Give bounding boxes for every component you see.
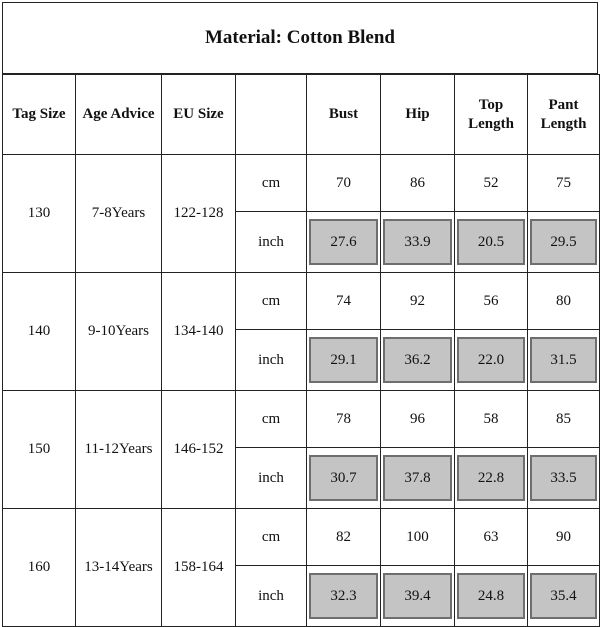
bust-cm-cell: 82 [307, 509, 381, 566]
header-tag-size: Tag Size [3, 75, 76, 155]
eu-size-cell: 146-152 [162, 391, 236, 509]
pant-length-inch-value: 35.4 [530, 573, 597, 619]
tag-size-cell: 150 [3, 391, 76, 509]
table-row [3, 155, 600, 212]
header-bust: Bust [307, 75, 381, 155]
bust-cm-cell: 78 [307, 391, 381, 448]
top-length-cm-cell: 58 [455, 391, 528, 448]
top-length-cm-cell: 52 [455, 155, 528, 212]
hip-inch-cell [381, 330, 455, 391]
unit-label-cm: cm [236, 509, 307, 566]
tag-size-cell: 130 [3, 155, 76, 273]
hip-inch-value: 36.2 [383, 337, 452, 383]
bust-inch-cell [307, 566, 381, 627]
hip-cm-cell: 100 [381, 509, 455, 566]
eu-size-cell: 158-164 [162, 509, 236, 627]
pant-length-inch-value: 29.5 [530, 219, 597, 265]
table-row [3, 391, 600, 448]
pant-length-inch-cell [528, 448, 600, 509]
bust-inch-cell [307, 448, 381, 509]
top-length-inch-cell [455, 330, 528, 391]
hip-inch-value: 39.4 [383, 573, 452, 619]
unit-label-cm: cm [236, 391, 307, 448]
header-eu-size: EU Size [162, 75, 236, 155]
age-advice-cell: 7-8Years [76, 155, 162, 273]
header-pant-length: Pant Length [528, 75, 600, 155]
top-length-inch-cell [455, 448, 528, 509]
pant-length-inch-cell [528, 566, 600, 627]
pant-length-inch-value: 31.5 [530, 337, 597, 383]
top-length-cm-cell: 56 [455, 273, 528, 330]
unit-label-cm: cm [236, 273, 307, 330]
top-length-inch-value: 22.8 [457, 455, 525, 501]
top-length-inch-value: 22.0 [457, 337, 525, 383]
top-length-inch-value: 24.8 [457, 573, 525, 619]
header-row [3, 75, 600, 155]
table-row [3, 509, 600, 566]
bust-cm-cell: 74 [307, 273, 381, 330]
pant-length-inch-value: 33.5 [530, 455, 597, 501]
unit-label-inch: inch [236, 566, 307, 627]
age-advice-cell: 13-14Years [76, 509, 162, 627]
pant-length-cm-cell: 90 [528, 509, 600, 566]
unit-label-inch: inch [236, 330, 307, 391]
age-advice-cell: 9-10Years [76, 273, 162, 391]
bust-inch-value: 32.3 [309, 573, 378, 619]
hip-inch-cell [381, 566, 455, 627]
age-advice-cell: 11-12Years [76, 391, 162, 509]
hip-inch-cell [381, 448, 455, 509]
hip-cm-cell: 96 [381, 391, 455, 448]
pant-length-cm-cell: 80 [528, 273, 600, 330]
hip-cm-cell: 86 [381, 155, 455, 212]
bust-inch-cell [307, 212, 381, 273]
bust-inch-cell [307, 330, 381, 391]
top-length-inch-value: 20.5 [457, 219, 525, 265]
size-chart [2, 2, 599, 603]
header-unit [236, 75, 307, 155]
chart-title: Material: Cotton Blend [2, 2, 598, 74]
tag-size-cell: 160 [3, 509, 76, 627]
bust-inch-value: 27.6 [309, 219, 378, 265]
top-length-inch-cell [455, 566, 528, 627]
unit-label-inch: inch [236, 212, 307, 273]
size-table [2, 74, 600, 627]
unit-label-cm: cm [236, 155, 307, 212]
header-age-advice: Age Advice [76, 75, 162, 155]
hip-inch-value: 33.9 [383, 219, 452, 265]
bust-inch-value: 29.1 [309, 337, 378, 383]
tag-size-cell: 140 [3, 273, 76, 391]
bust-inch-value: 30.7 [309, 455, 378, 501]
eu-size-cell: 134-140 [162, 273, 236, 391]
top-length-inch-cell [455, 212, 528, 273]
pant-length-inch-cell [528, 330, 600, 391]
header-hip: Hip [381, 75, 455, 155]
pant-length-cm-cell: 75 [528, 155, 600, 212]
header-top-length: Top Length [455, 75, 528, 155]
hip-inch-cell [381, 212, 455, 273]
hip-cm-cell: 92 [381, 273, 455, 330]
eu-size-cell: 122-128 [162, 155, 236, 273]
pant-length-cm-cell: 85 [528, 391, 600, 448]
pant-length-inch-cell [528, 212, 600, 273]
table-row [3, 273, 600, 330]
bust-cm-cell: 70 [307, 155, 381, 212]
unit-label-inch: inch [236, 448, 307, 509]
top-length-cm-cell: 63 [455, 509, 528, 566]
hip-inch-value: 37.8 [383, 455, 452, 501]
